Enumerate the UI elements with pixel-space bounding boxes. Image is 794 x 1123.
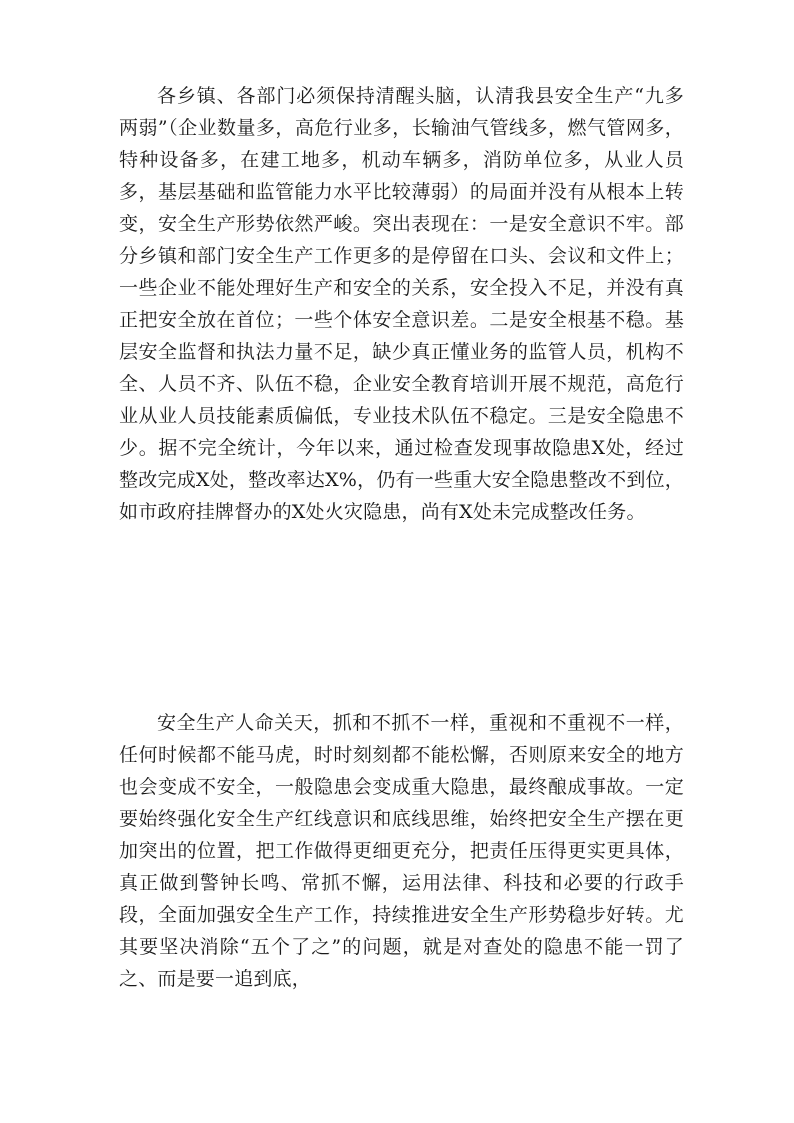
paragraph-safety-responsibility: 安全生产人命关天，抓和不抓不一样，重视和不重视不一样，任何时候都不能马虎，时时刻刻都不能松懈，否则原来安全的地方也会变成不安全，一般隐患会变成重大隐患，最终酿成事故。一定要始终强化安全生产红线意识和底线思维，始终把安全生产摆在更加突出的位置，把工作做得更细更充分，把责任压得更实更具体，真正做到警钟长鸣、常抓不懈，运用法律、科技和必要的行政手段，全面加强安全生产工作，持续推进安全生产形势稳步好转。尤其要坚决消除“五个了之”的问题，就是对查处的隐患不能一罚了之、而是要一追到底， xyxy=(119,712,684,990)
paragraph-safety-situation: 各乡镇、各部门必须保持清醒头脑，认清我县安全生产“九多两弱”（企业数量多，高危行业多，长输油气管线多，燃气管网多，特种设备多，在建工地多，机动车辆多，消防单位多，从业人员多，基层基础和监管能力水平比较薄弱）的局面并没有从根本上转变，安全生产形势依然严峻。突出表现在：一是安全意识不牢。部分乡镇和部门安全生产工作更多的是停留在口头、会议和文件上；一些企业不能处理好生产和安全的关系，安全投入不足，并没有真正把安全放在首位；一些个体安全意识差。二是安全根基不稳。基层安全监督和执法力量不足，缺少真正懂业务的监管人员，机构不全、人员不齐、队伍不稳，企业安全教育培训开展不规范，高危行业从业人员技能素质偏低，专业技术队伍不稳定。三是安全隐患不少。据不完全统计，今年以来，通过检查发现事故隐患X处，经过整改完成X处，整改率达X%，仍有一些重大安全隐患整改不到位，如市政府挂牌督办的X处火灾隐患，尚有X处未完成整改任务。 xyxy=(119,85,684,523)
